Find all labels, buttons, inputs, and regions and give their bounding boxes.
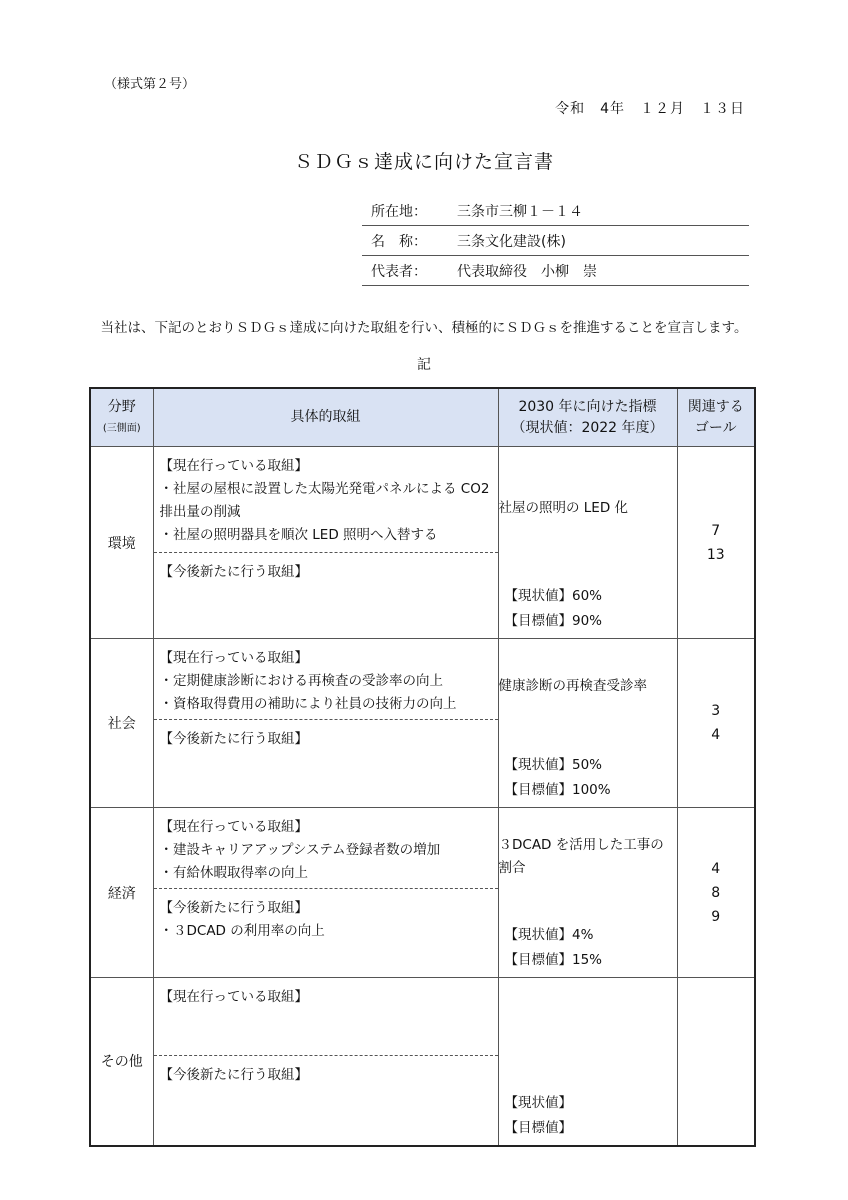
- indicator-values: [505, 1091, 573, 1141]
- future-actions: [154, 1056, 498, 1087]
- goal-number: 8: [711, 884, 721, 901]
- current-value: 【現状値】: [504, 1094, 572, 1111]
- current-value: 【現状値】60%: [504, 588, 603, 604]
- current-actions: [154, 978, 498, 1056]
- current-value: 【現状値】4%: [504, 927, 594, 943]
- indicator-values: [505, 584, 603, 634]
- indicator-cell: [498, 808, 677, 978]
- form-number: （様式第２号）: [104, 77, 196, 92]
- header-goals-line2: ゴール: [694, 419, 737, 436]
- actions-cell: [153, 639, 498, 808]
- info-name: [362, 226, 749, 256]
- future-item: ・３DCAD の利用率の向上: [159, 923, 325, 939]
- company-info: [362, 196, 749, 286]
- category-cell: 経済: [90, 808, 153, 978]
- info-label: 名 称：: [371, 233, 427, 250]
- header-goals-line1: 関連する: [687, 398, 744, 415]
- indicator-text: ３DCAD を活用した工事の割合: [498, 837, 664, 876]
- current-actions: [154, 639, 498, 720]
- table-row: [90, 978, 755, 1146]
- goal-number: 4: [711, 860, 721, 877]
- goals-cell: [677, 978, 755, 1146]
- indicator-cell: [498, 639, 677, 808]
- goals-cell: [677, 639, 755, 808]
- info-label: 所在地：: [371, 203, 427, 220]
- target-value: 【目標値】100%: [504, 782, 611, 798]
- indicator-text: 健康診断の再検査受診率: [498, 678, 647, 694]
- future-label: 【今後新たに行う取組】: [159, 564, 308, 580]
- future-label: 【今後新たに行う取組】: [159, 1067, 308, 1083]
- target-value: 【目標値】90%: [504, 613, 603, 629]
- future-label: 【今後新たに行う取組】: [159, 731, 308, 747]
- table-row: [90, 808, 755, 978]
- category-cell: その他: [90, 978, 153, 1146]
- header-field-label: 分野: [107, 398, 136, 415]
- indicator-values: [505, 923, 603, 973]
- indicator-cell: [498, 978, 677, 1146]
- future-actions: [154, 553, 498, 584]
- document-date: 令和 4年 １２月 １３日: [555, 101, 745, 117]
- header-indicator-line1: 2030 年に向けた指標: [518, 398, 657, 415]
- info-value: 三条文化建設(株): [457, 233, 566, 250]
- goal-number: 7: [711, 522, 721, 539]
- actions-cell: [153, 808, 498, 978]
- header-indicator: [498, 388, 677, 447]
- current-label: 【現在行っている取組】: [159, 819, 308, 835]
- goal-number: 13: [706, 546, 725, 563]
- current-item: ・社屋の屋根に設置した太陽光発電パネルによる CO2 排出量の削減: [159, 481, 490, 520]
- info-representative: [362, 256, 749, 286]
- info-value: 三条市三柳１－１４: [457, 203, 583, 220]
- goal-number: 9: [711, 908, 721, 925]
- sdgs-table: [89, 387, 756, 1147]
- actions-cell: [153, 978, 498, 1146]
- header-goals: [677, 388, 755, 447]
- future-actions: [154, 720, 498, 751]
- table-row: [90, 447, 755, 639]
- current-item: ・有給休暇取得率の向上: [159, 865, 308, 881]
- goal-number: 3: [711, 703, 721, 719]
- goal-number: 4: [711, 727, 721, 743]
- header-indicator-line2: （現状値：2022 年度）: [511, 419, 664, 436]
- target-value: 【目標値】15%: [504, 952, 603, 968]
- current-item: ・定期健康診断における再検査の受診率の向上: [159, 673, 443, 689]
- current-actions: [154, 447, 498, 553]
- future-actions: [154, 889, 498, 943]
- header-field: [90, 388, 153, 447]
- current-item: ・社屋の照明器具を順次 LED 照明へ入替する: [159, 527, 438, 543]
- indicator-text: 社屋の照明の LED 化: [498, 500, 629, 516]
- actions-cell: [153, 447, 498, 639]
- table-header-row: [90, 388, 755, 447]
- ki-heading: 記: [417, 357, 431, 373]
- page-title: ＳＤＧｓ達成に向けた宣言書: [293, 151, 554, 173]
- target-value: 【目標値】: [504, 1119, 572, 1136]
- goals-cell: [677, 447, 755, 639]
- info-label: 代表者：: [371, 263, 427, 280]
- declaration-text: 当社は、下記のとおりＳＤＧｓ達成に向けた取組を行い、積極的にＳＤＧｓを推進することを宣言します。: [100, 320, 748, 336]
- current-value: 【現状値】50%: [504, 757, 603, 773]
- current-label: 【現在行っている取組】: [159, 989, 308, 1005]
- current-label: 【現在行っている取組】: [159, 458, 308, 474]
- current-label: 【現在行っている取組】: [159, 650, 308, 666]
- current-item: ・建設キャリアアップシステム登録者数の増加: [159, 842, 441, 858]
- info-address: [362, 196, 749, 226]
- table-row: [90, 639, 755, 808]
- current-item: ・資格取得費用の補助により社員の技術力の向上: [159, 696, 457, 712]
- info-value: 代表取締役 小柳 崇: [457, 263, 597, 280]
- category-cell: 社会: [90, 639, 153, 808]
- future-label: 【今後新たに行う取組】: [159, 900, 308, 916]
- current-actions: [154, 808, 498, 889]
- category-cell: 環境: [90, 447, 153, 639]
- indicator-values: [505, 753, 611, 803]
- indicator-cell: [498, 447, 677, 639]
- goals-cell: [677, 808, 755, 978]
- header-actions: 具体的取組: [153, 388, 498, 447]
- header-field-sub: (三側面): [102, 422, 141, 434]
